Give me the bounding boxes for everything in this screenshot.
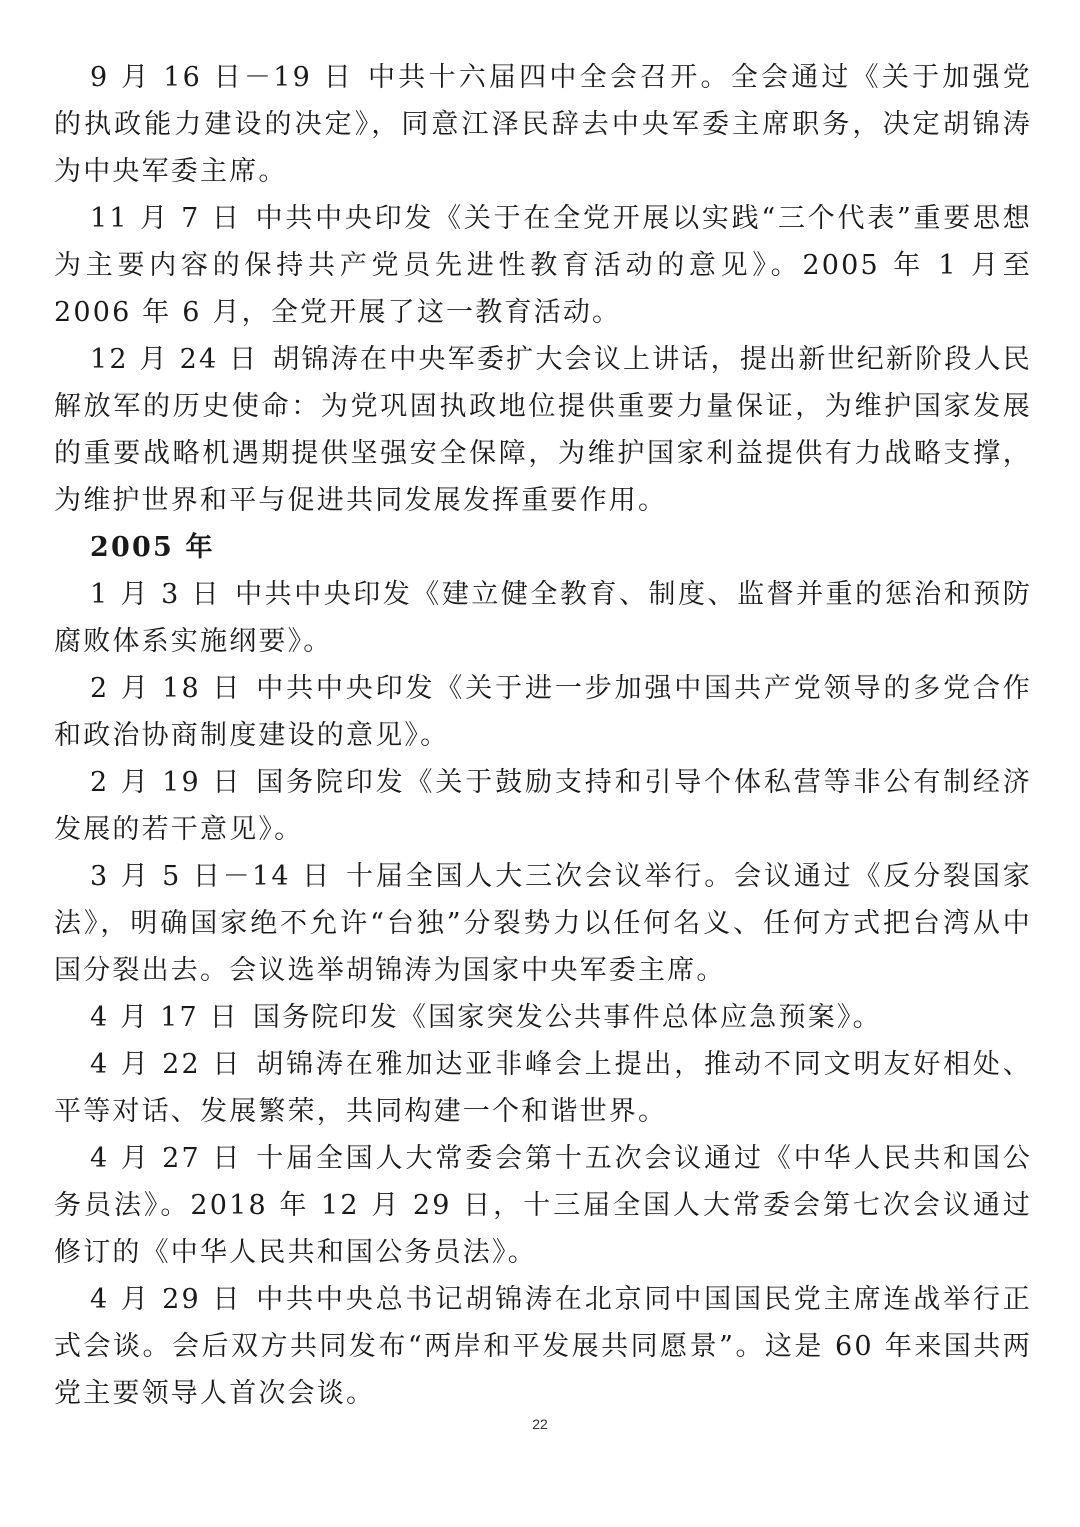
chronology-entry bbox=[54, 665, 1032, 759]
chronology-entry bbox=[54, 1041, 1032, 1135]
entry-text: 中共中央印发《建立健全教育、制度、监督并重的惩治和预防腐败体系实施纲要》。 bbox=[54, 579, 1032, 657]
entry-text: 胡锦涛在中央军委扩大会议上讲话，提出新世纪新阶段人民解放军的历史使命：为党巩固执政地位提供重要力量保证，为维护国家发展的重要战略机遇期提供坚强安全保障，为维护国家利益提供有力战略支撑，为维护世界和平与促进共同发展发挥重要作用。 bbox=[54, 344, 1033, 516]
entry-text: 中共中央印发《关于在全党开展以实践“三个代表”重要思想为主要内容的保持共产党员先进性教育活动的意见》。2005 年 1 月至 2006 年 6 月，全党开展了这一教育活动。 bbox=[54, 203, 1032, 328]
entry-text: 中共中央总书记胡锦涛在北京同中国国民党主席连战举行正式会谈。会后双方共同发布“两岸和平发展共同愿景”。这是 60 年来国共两党主要领导人首次会谈。 bbox=[54, 1284, 1032, 1409]
chronology-entry bbox=[54, 54, 1032, 195]
entry-date: 3 月 5 日－14 日 bbox=[90, 861, 333, 892]
entry-date: 2 月 19 日 bbox=[90, 767, 243, 798]
entry-date: 2 月 18 日 bbox=[90, 673, 243, 704]
page-number: 22 bbox=[532, 1416, 548, 1432]
entry-text: 十届全国人大常委会第十五次会议通过《中华人民共和国公务员法》。2018 年 12 月 29 日，十三届全国人大常委会第七次会议通过修订的《中华人民共和国公务员法》。 bbox=[54, 1143, 1032, 1268]
entry-date: 12 月 24 日 bbox=[90, 344, 259, 375]
chronology-entry bbox=[54, 336, 1032, 524]
chronology-entry bbox=[54, 1135, 1032, 1276]
chronology-entry bbox=[54, 853, 1032, 994]
entry-text: 国务院印发《关于鼓励支持和引导个体私营等非公有制经济发展的若干意见》。 bbox=[54, 767, 1032, 845]
entry-date: 11 月 7 日 bbox=[90, 203, 242, 234]
chronology-entry bbox=[54, 195, 1032, 336]
entry-date: 4 月 27 日 bbox=[90, 1143, 243, 1174]
entry-date: 4 月 22 日 bbox=[90, 1049, 243, 1080]
entry-text: 国务院印发《国家突发公共事件总体应急预案》。 bbox=[252, 1002, 882, 1033]
entry-text: 十届全国人大三次会议举行。会议通过《反分裂国家法》，明确国家绝不允许“台独”分裂势力以任何名义、任何方式把台湾从中国分裂出去。会议选举胡锦涛为国家中央军委主席。 bbox=[54, 861, 1032, 986]
chronology-entry bbox=[54, 994, 1032, 1041]
chronology-entry bbox=[54, 571, 1032, 665]
entry-date: 1 月 3 日 bbox=[90, 579, 222, 610]
entry-date: 9 月 16 日－19 日 bbox=[90, 62, 355, 93]
year-heading: 2005 年 bbox=[90, 532, 215, 563]
entry-text: 胡锦涛在雅加达亚非峰会上提出，推动不同文明友好相处、平等对话、发展繁荣，共同构建一个和谐世界。 bbox=[54, 1049, 1032, 1127]
entry-date: 4 月 17 日 bbox=[90, 1002, 239, 1033]
entry-text: 中共十六届四中全会召开。全会通过《关于加强党的执政能力建设的决定》，同意江泽民辞去中央军委主席职务，决定胡锦涛为中央军委主席。 bbox=[54, 62, 1032, 187]
chronology-entry bbox=[54, 1276, 1032, 1417]
entry-date: 4 月 29 日 bbox=[90, 1284, 243, 1315]
chronology-entry bbox=[54, 759, 1032, 853]
entry-text: 中共中央印发《关于进一步加强中国共产党领导的多党合作和政治协商制度建设的意见》。 bbox=[54, 673, 1032, 751]
document-page bbox=[54, 54, 1032, 1417]
